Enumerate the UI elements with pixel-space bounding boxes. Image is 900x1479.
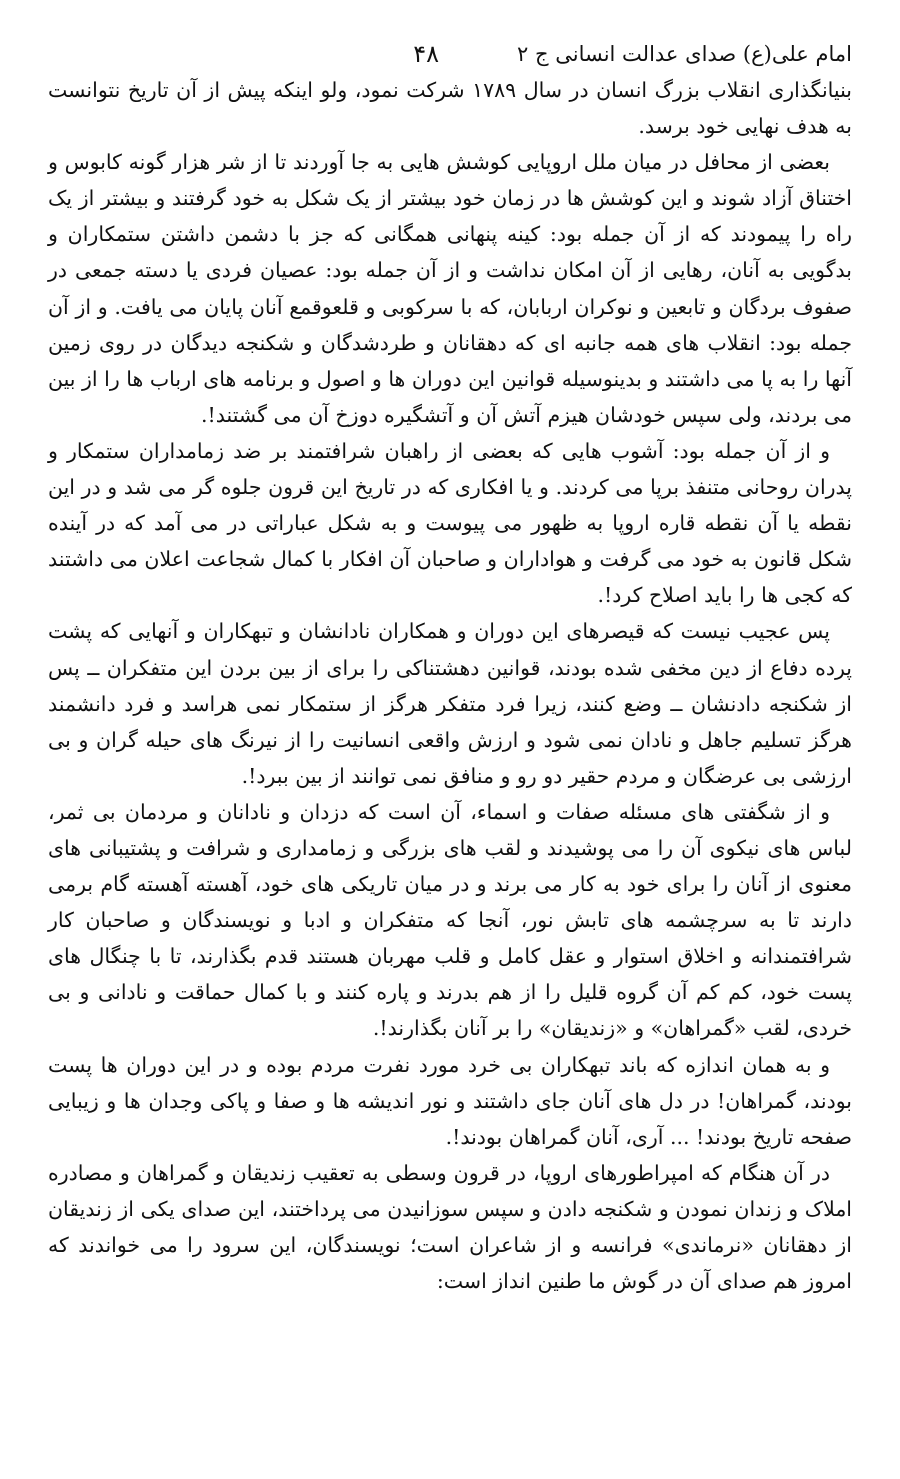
paragraph-5: و از شگفتی های مسئله صفات و اسماء، آن است که دزدان و نادانان و مردمان بی ثمر، لباس های نیکوی آن را می پوشیدند و لقب های بزرگی و زمامداری و شرافت و پشتیبانی های معنوی از آنان را برای خود به کار می برند و در میان تاریکی های خود، آهسته آهسته گام برمی دارند تا به سرچشمه های تابش نور، آنجا که متفکران و ادبا و نویسندگان و صاحبان کار شرافتمندانه و اخلاق استوار و عقل کامل و قلب مهربان هستند قدم بگذارند، تا با چنگال های پست خود، کم کم آن گروه قلیل را از هم بدرند و پاره کنند و با کمال حماقت و نادانی و بی خردی، لقب «گمراهان» و «زندیقان» را بر آنان بگذارند!.: [48, 799, 852, 1041]
page-number: ۴۸: [413, 40, 440, 68]
paragraph-3: و از آن جمله بود: آشوب هایی که بعضی از راهبان شرافتمند بر ضد زمامداران ستمکار و پدران روحانی متنفذ برپا می کردند. و یا افکاری که در تاریخ این قرون جلوه گر می شد و در این نقطه یا آن نقطه قاره اروپا به ظهور می پیوست و به شکل عباراتی در می آمد که در آینده شکل قانون به خود می گرفت و هواداران و صاحبان آن افکار با کمال شجاعت اعلان می داشتند که کجی ها را باید اصلاح کرد!.: [48, 438, 852, 608]
body-text: [48, 72, 852, 1299]
paragraph-4: پس عجیب نیست که قیصرهای این دوران و همکاران نادانشان و تبهکاران و آنهایی که پشت پرده دفاع از دین مخفی شده بودند، قوانین دهشتناکی را برای از بین بردن این متفکران ــ پس از شکنجه دادنشان ــ وضع کنند، زیرا فرد متفکر هرگز از ستمکار نمی هراسد و فرد دانشمند هرگز تسلیم جاهل و نادان نمی شود و ارزش واقعی انسانیت را از نیرنگ های حیله گران و بی ارزشی بی عرضگان و مردم حقیر دو رو و منافق نمی توانند از بین ببرد!.: [48, 619, 852, 788]
paragraph-1: بنیانگذاری انقلاب بزرگ انسان در سال ۱۷۸۹ شرکت نمود، ولو اینکه پیش از آن تاریخ نتوانست به هدف نهایی خود برسد.: [48, 78, 852, 139]
paragraph-7: در آن هنگام که امپراطورهای اروپا، در قرون وسطی به تعقیب زندیقان و گمراهان و مصادره املاک و زندان نمودن و شکنجه دادن و سپس سوزانیدن می پرداختند، این صدای یکی از زندیقان از دهقانان «نرماندی» فرانسه و از شاعران است؛ نویسندگان، این سرود را می خواندند که امروز هم صدای آن در گوش ما طنین انداز است:: [48, 1160, 852, 1294]
paragraph-2: بعضی از محافل در میان ملل اروپایی کوشش هایی به جا آوردند تا از شر هزار گونه کابوس و اختناق آزاد شوند و این کوشش ها در زمان خود بیشتر از یک شکل به خود گرفتند و بیشتر از یک راه را پیمودند که از آن جمله بود: کینه پنهانی همگانی که جز با دشمن داشتن ستمکاران و بدگویی به آنان، رهایی از آن امکان نداشت و از آن جمله بود: عصیان فردی یا دسته جمعی در صفوف بردگان و تابعین و نوکران اربابان، که با سرکوبی و قلعوقمع آنان پایان می یافت. و از آن جمله بود: انقلاب های همه جانبه ای که دهقانان و طردشدگان و شکنجه دیدگان در روی زمین آنها را به پا می داشتند و بدینوسیله قوانین این دوران ها و اصول و برنامه های ارباب ها را از بین می بردند، ولی سپس خودشان هیزم آتش آن و آتشگیره دوزخ آن می گشتند!.: [48, 150, 852, 427]
paragraph-6: و به همان اندازه که باند تبهکاران بی خرد مورد نفرت مردم بوده و در این دوران ها پست بودند، گمراهان! در دل های آنان جای داشتند و نور اندیشه ها و صفا و پاکی وجدان ها و زیبایی صفحه تاریخ بودند! ... آری، آنان گمراهان بودند!.: [48, 1052, 852, 1149]
book-title: امام علی(ع) صدای عدالت انسانی ج ۲: [517, 42, 852, 66]
running-header: [48, 28, 852, 68]
